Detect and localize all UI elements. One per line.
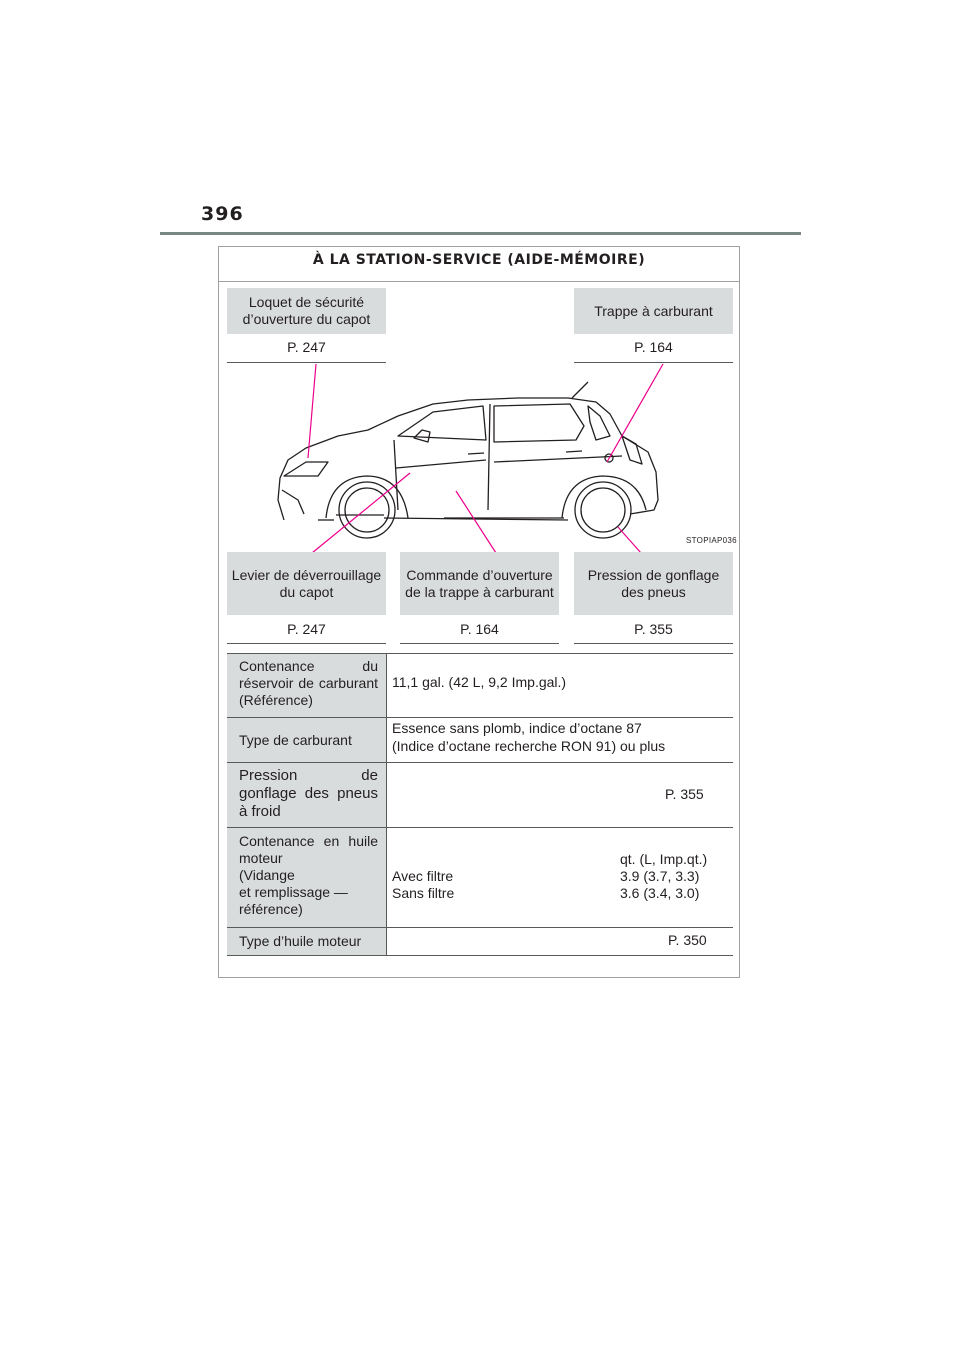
oil-type-label: Type d’huile moteur [227,928,386,955]
fuel-capacity-value: 11,1 gal. (42 L, 9,2 Imp.gal.) [392,674,567,690]
oil-capacity-label-line: référence) [239,901,303,917]
callout-divider [227,643,386,644]
callout-tire-pressure-ref: P. 355 [634,621,673,637]
section-title: À LA STATION-SERVICE (AIDE-MÉMOIRE) [312,252,646,268]
page-number: 396 [201,203,244,225]
callout-fuel-door-label: Trappe à carburant [574,288,733,334]
oil-row-value: 3.6 (3.4, 3.0) [620,885,700,901]
callout-divider [400,643,559,644]
oil-capacity-label [227,828,386,927]
fuel-capacity-label: Contenance du réservoir de carburant (Référence) [227,654,386,717]
image-code: STOPIAP036 [686,536,737,545]
oil-type-ref: P. 350 [668,932,707,948]
oil-row-name: Avec filtre [392,868,454,884]
oil-capacity-label-line: Contenance en huile moteur [239,833,378,866]
fuel-type-value-line1: Essence sans plomb, indice d’octane 87 [392,720,642,736]
oil-capacity-label-line: (Vidange [239,867,295,883]
tire-pressure-ref: P. 355 [665,786,704,802]
leader-line [312,473,410,553]
callout-fuel-opener-ref: P. 164 [460,621,499,637]
tire-pressure-label: Pression de gonflage des pneus à froid [227,763,386,827]
callout-hood-lock-ref: P. 247 [287,339,326,355]
oil-capacity-label-line: et remplissage — [239,884,348,900]
leader-line [618,527,641,553]
callout-fuel-opener-label: Commande d’ouverture de la trappe à carburant [400,552,559,615]
leader-line [607,364,663,462]
table-bottom-rule [227,955,733,956]
callout-divider [574,643,733,644]
callout-tire-pressure-label: Pression de gonflage des pneus [574,552,733,615]
fuel-type-label: Type de carburant [227,718,386,762]
callout-fuel-door-ref: P. 164 [634,339,673,355]
oil-row-value: 3.9 (3.7, 3.3) [620,868,700,884]
callout-hood-release-label: Levier de déverrouillage du capot [227,552,386,615]
fuel-type-value-line2: (Indice d’octane recherche RON 91) ou plus [392,738,666,754]
leader-line [456,491,496,553]
table-column-divider [386,654,387,955]
callout-hood-release-ref: P. 247 [287,621,326,637]
leader-line [308,364,316,458]
callout-hood-lock-label: Loquet de sécurité d’ouverture du capot [227,288,386,334]
oil-capacity-unit: qt. (L, Imp.qt.) [620,851,708,867]
oil-row-name: Sans filtre [392,885,455,901]
